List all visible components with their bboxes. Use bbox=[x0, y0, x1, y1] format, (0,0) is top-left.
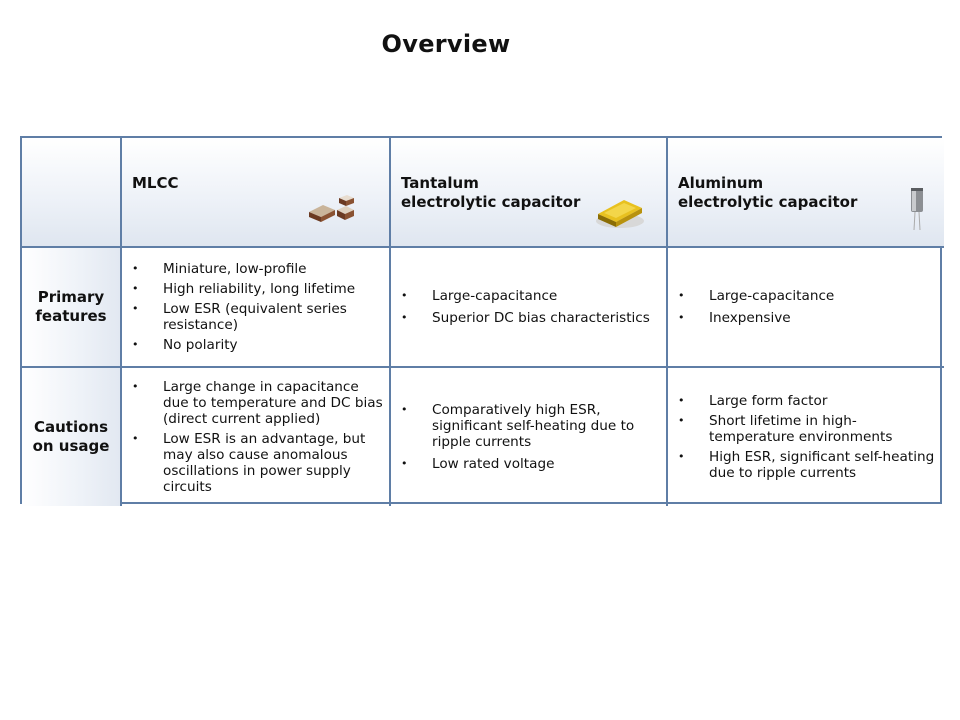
list-item: • High reliability, long lifetime bbox=[130, 281, 383, 297]
mlcc-chip-icon bbox=[307, 194, 357, 224]
cell-tantalum-cautions bbox=[391, 368, 668, 506]
cell-tantalum-features bbox=[391, 248, 668, 368]
cell-aluminum-cautions bbox=[668, 368, 944, 506]
column-header-aluminum bbox=[668, 138, 944, 248]
list-item: • Large-capacitance bbox=[399, 288, 660, 304]
cell-mlcc-cautions bbox=[122, 368, 391, 506]
column-header-tantalum bbox=[391, 138, 668, 248]
row-header-label: Primary bbox=[37, 288, 105, 306]
page-title: Overview bbox=[381, 30, 511, 58]
list-item: • Miniature, low-profile bbox=[130, 261, 383, 277]
cell-aluminum-features bbox=[668, 248, 944, 368]
row-header-label: Cautions bbox=[33, 418, 109, 436]
column-header-label: electrolytic capacitor bbox=[678, 193, 858, 211]
cell-mlcc-features bbox=[122, 248, 391, 368]
column-header-label: Tantalum bbox=[401, 174, 479, 192]
list-item: • Large form factor bbox=[676, 393, 938, 409]
row-header-primary-features bbox=[22, 248, 122, 368]
list-item: • Large-capacitance bbox=[676, 288, 938, 304]
column-header-label: electrolytic capacitor bbox=[401, 193, 581, 211]
aluminum-capacitor-icon bbox=[908, 186, 926, 232]
list-item: • Low ESR (equivalent series resistance) bbox=[130, 301, 383, 333]
table-corner-cell bbox=[22, 138, 122, 248]
list-item: • Large change in capacitance due to temperature and DC bias (direct current applied) bbox=[130, 379, 383, 427]
list-item: • No polarity bbox=[130, 337, 383, 353]
row-header-cautions bbox=[22, 368, 122, 506]
list-item: • Short lifetime in high-temperature environments bbox=[676, 413, 938, 445]
list-item: • High ESR, significant self-heating due to ripple currents bbox=[676, 449, 938, 481]
column-header-mlcc bbox=[122, 138, 391, 248]
list-item: • Comparatively high ESR, significant self-heating due to ripple currents bbox=[399, 402, 660, 450]
list-item: • Inexpensive bbox=[676, 310, 938, 326]
list-item: • Superior DC bias characteristics bbox=[399, 310, 660, 326]
column-header-label: MLCC bbox=[132, 174, 179, 192]
column-header-label: Aluminum bbox=[678, 174, 764, 192]
row-header-label: on usage bbox=[32, 437, 110, 455]
row-header-label: features bbox=[35, 307, 107, 325]
tantalum-capacitor-icon bbox=[594, 194, 646, 230]
list-item: • Low rated voltage bbox=[399, 456, 660, 472]
comparison-table bbox=[20, 136, 942, 504]
list-item: • Low ESR is an advantage, but may also cause anomalous oscillations in power supply circuits bbox=[130, 431, 383, 495]
